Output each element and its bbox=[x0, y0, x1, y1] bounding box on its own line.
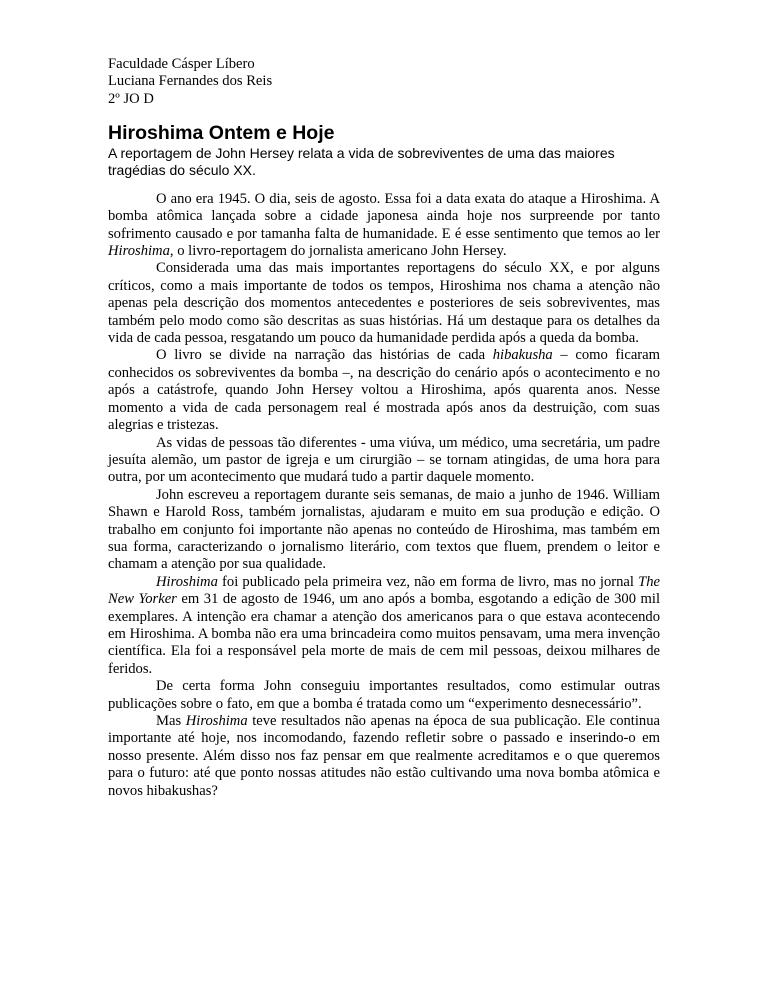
paragraph-text: As vidas de pessoas tão diferentes - uma viúva, um médico, uma secretária, um padre jesuíta alemão, um pastor de igreja e um cirurgião – se tornam atingidas, de uma hora para outra, por um acontecimento que mudará tudo a partir daquele momento. bbox=[108, 434, 660, 486]
paragraph-text: foi publicado pela primeira vez, não em forma de livro, mas no jornal bbox=[217, 573, 639, 590]
article-body bbox=[108, 191, 660, 800]
paragraph-text: John escreveu a reportagem durante seis semanas, de maio a junho de 1946. William Shawn e Harold Ross, também jornalistas, ajudaram e muito em sua produção e edição. O trabalho em conjunto foi importante não apenas no conteúdo de Hiroshima, mas também em sua forma, caracterizando o jornalismo literário, com textos que fluem, prendem o leitor e chamam a atenção por sua qualidade. bbox=[108, 486, 660, 573]
paragraph-text: em 31 de agosto de 1946, um ano após a bomba, esgotando a edição de 300 mil exemplares. A intenção era chamar a atenção dos americanos para o que estava acontecendo em Hiroshima. A bomba não era uma brincadeira como muitos pensavam, uma mera invenção científica. Ela foi a responsável pela morte de mais de cem mil pessoas, deixou milhares de feridos. bbox=[108, 591, 661, 677]
document-page bbox=[108, 56, 660, 800]
body-paragraph bbox=[108, 713, 660, 800]
body-paragraph bbox=[108, 191, 660, 261]
italic-text: hibakusha bbox=[492, 347, 553, 364]
italic-text: Hiroshima bbox=[156, 573, 218, 590]
italic-text: Hiroshima bbox=[108, 243, 170, 260]
paragraph-text: – como ficaram conhecidos os sobreviventes da bomba –, na descrição do cenário após o acontecimento e no após a catástrofe, quando John Hersey voltou a Hiroshima, após quarenta anos. Nesse momento a vida de cada personagem real é mostrada após anos da destruição, com suas alegrias e tristezas. bbox=[108, 347, 660, 434]
body-paragraph bbox=[108, 487, 660, 574]
body-paragraph bbox=[108, 678, 660, 713]
paragraph-text: De certa forma John conseguiu importantes resultados, como estimular outras publicações sobre o fato, em que a bomba é tratada como um “experimento desnecessário”. bbox=[108, 678, 660, 712]
institution-name: Faculdade Cásper Líbero bbox=[108, 56, 255, 72]
author-name: Luciana Fernandes dos Reis bbox=[108, 73, 273, 90]
class-name: 2º JO D bbox=[108, 90, 154, 107]
paragraph-text: teve resultados não apenas na época de sua publicação. Ele continua importante até hoje, nos incomodando, fazendo refletir sobre o passado e inserindo-o em nosso presente. Além disso nos faz pensar em que realmente acreditamos e o que queremos para o futuro: até que ponto nossas atitudes não estão cultivando uma nova bomba atômica e novos hibakushas? bbox=[108, 713, 660, 799]
paragraph-text: Considerada uma das mais importantes reportagens do século XX, e por alguns críticos, como a mais importante de todos os tempos, Hiroshima nos chama a atenção não apenas pela descrição dos momentos antecedentes e posteriores de seis sobreviventes, mas também pelo modo como são descritas as suas histórias. Há um destaque para os detalhes da vida de cada pessoa, resgatando um pouco da humanidade perdida após a queda da bomba. bbox=[108, 260, 660, 347]
paragraph-text: O livro se divide na narração das histórias de cada bbox=[156, 347, 493, 364]
paragraph-text: O ano era 1945. O dia, seis de agosto. Essa foi a data exata do ataque a Hiroshima. A bomba atômica lançada sobre a cidade japonesa ainda hoje nos surpreende por tanto sofrimento causado e por tamanha falta de humanidade. E é esse sentimento que temos ao ler bbox=[108, 190, 660, 242]
italic-text: Hiroshima bbox=[185, 713, 248, 729]
document-header bbox=[108, 56, 660, 108]
paragraph-text: , o livro-reportagem do jornalista americano John Hersey. bbox=[169, 243, 507, 260]
body-paragraph bbox=[108, 574, 660, 678]
article-title: Hiroshima Ontem e Hoje bbox=[108, 122, 335, 145]
article-subtitle: A reportagem de John Hersey relata a vida de sobreviventes de uma das maiores tragédias do século XX. bbox=[108, 145, 615, 179]
body-paragraph bbox=[108, 347, 660, 434]
paragraph-text: Mas bbox=[156, 713, 186, 729]
italic-text: The New Yorker bbox=[108, 573, 660, 608]
body-paragraph bbox=[108, 260, 660, 347]
body-paragraph bbox=[108, 435, 660, 487]
